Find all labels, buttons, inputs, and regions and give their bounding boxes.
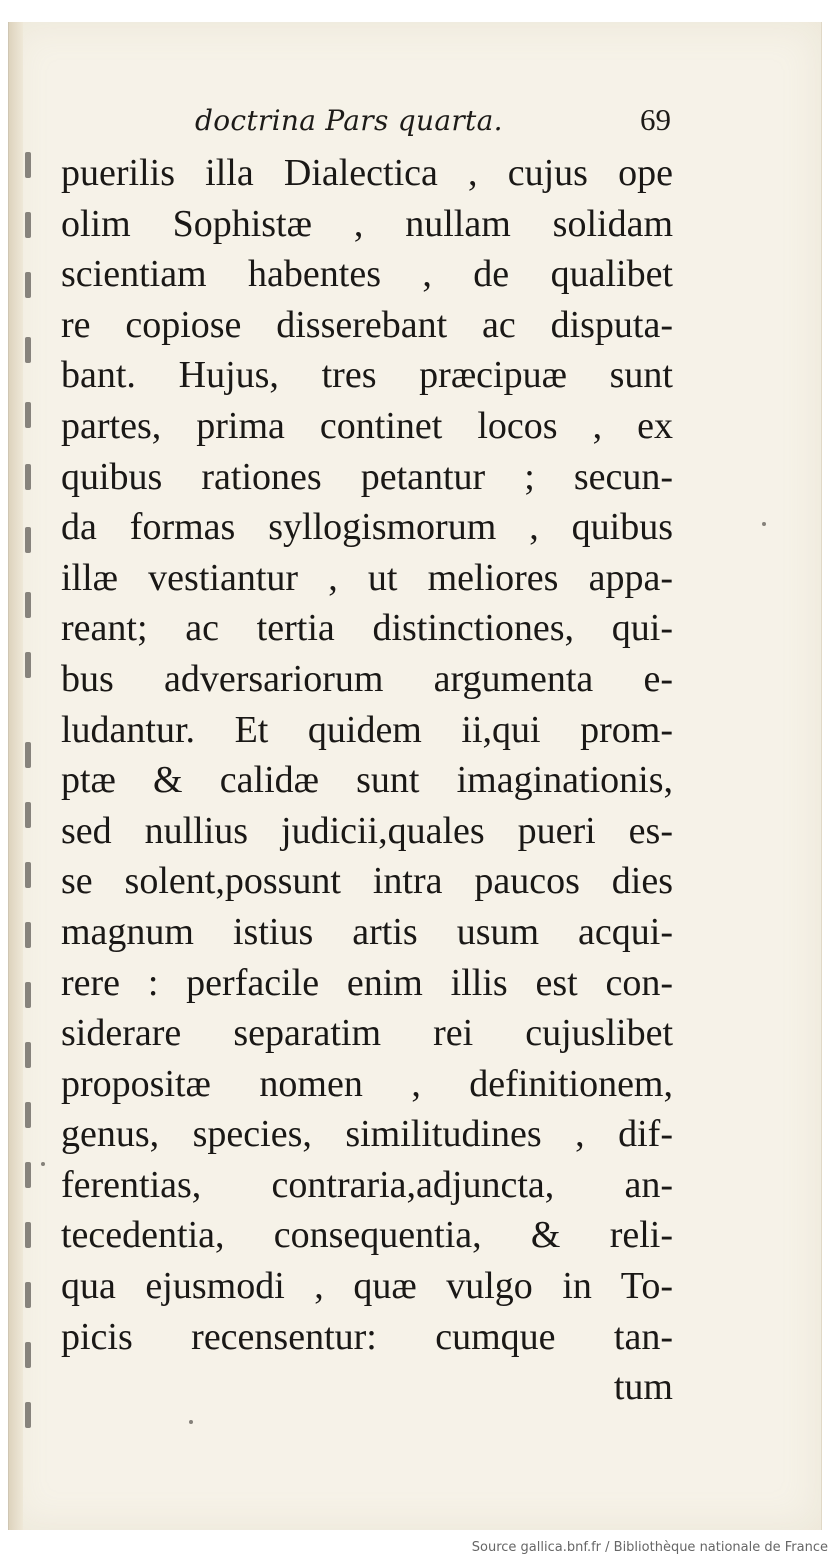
page-number: 69 [640,102,671,137]
text-line: propositæ nomen , definitionem, [61,1062,673,1105]
text-line: da formas syllogismorum , quibus [61,506,673,549]
facing-page-bleed [25,152,49,1442]
text-line: picis recensentur: cumque tan- [61,1315,673,1358]
text-line: magnum istius artis usum acqui- [61,910,673,953]
source-credit: Source gallica.bnf.fr / Bibliothèque nationale de France [471,1540,828,1555]
text-line: scientiam habentes , de qualibet [61,253,673,296]
body-text [61,148,673,1413]
text-line: genus, species, similitudines , dif- [61,1113,673,1156]
text-line: sed nullius judicii,quales pueri es- [61,809,673,852]
text-line: olim Sophistæ , nullam solidam [61,202,673,245]
text-line: se solent,possunt intra paucos dies [61,860,673,903]
book-page [8,22,822,1530]
text-line: tecedentia, consequentia, & reli- [61,1214,673,1257]
text-line: quibus rationes petantur ; secun- [61,455,673,498]
text-line: siderare separatim rei cujuslibet [61,1012,673,1055]
ink-speck [189,1420,193,1424]
page-gutter [9,22,23,1530]
text-line: ludantur. Et quidem ii,qui prom- [61,708,673,751]
catchword: tum [613,1366,673,1409]
text-line: qua ejusmodi , quæ vulgo in To- [61,1265,673,1308]
text-line: partes, prima continet locos , ex [61,404,673,447]
text-line: bus adversariorum argumenta e- [61,657,673,700]
text-line: ptæ & calidæ sunt imaginationis, [61,759,673,802]
text-line: illæ vestiantur , ut meliores appa- [61,556,673,599]
text-line: ferentias, contraria,adjuncta, an- [61,1163,673,1206]
running-title: doctrina Pars quarta. [195,104,503,137]
text-line: bant. Hujus, tres præcipuæ sunt [61,354,673,397]
text-line: reant; ac tertia distinctiones, qui- [61,607,673,650]
ink-speck [762,522,766,526]
running-head [49,102,675,146]
text-line: puerilis illa Dialectica , cujus ope [61,152,673,194]
text-line: re copiose disserebant ac disputa- [61,303,673,346]
ink-speck [41,1162,45,1166]
text-line: rere : perfacile enim illis est con- [61,961,673,1004]
